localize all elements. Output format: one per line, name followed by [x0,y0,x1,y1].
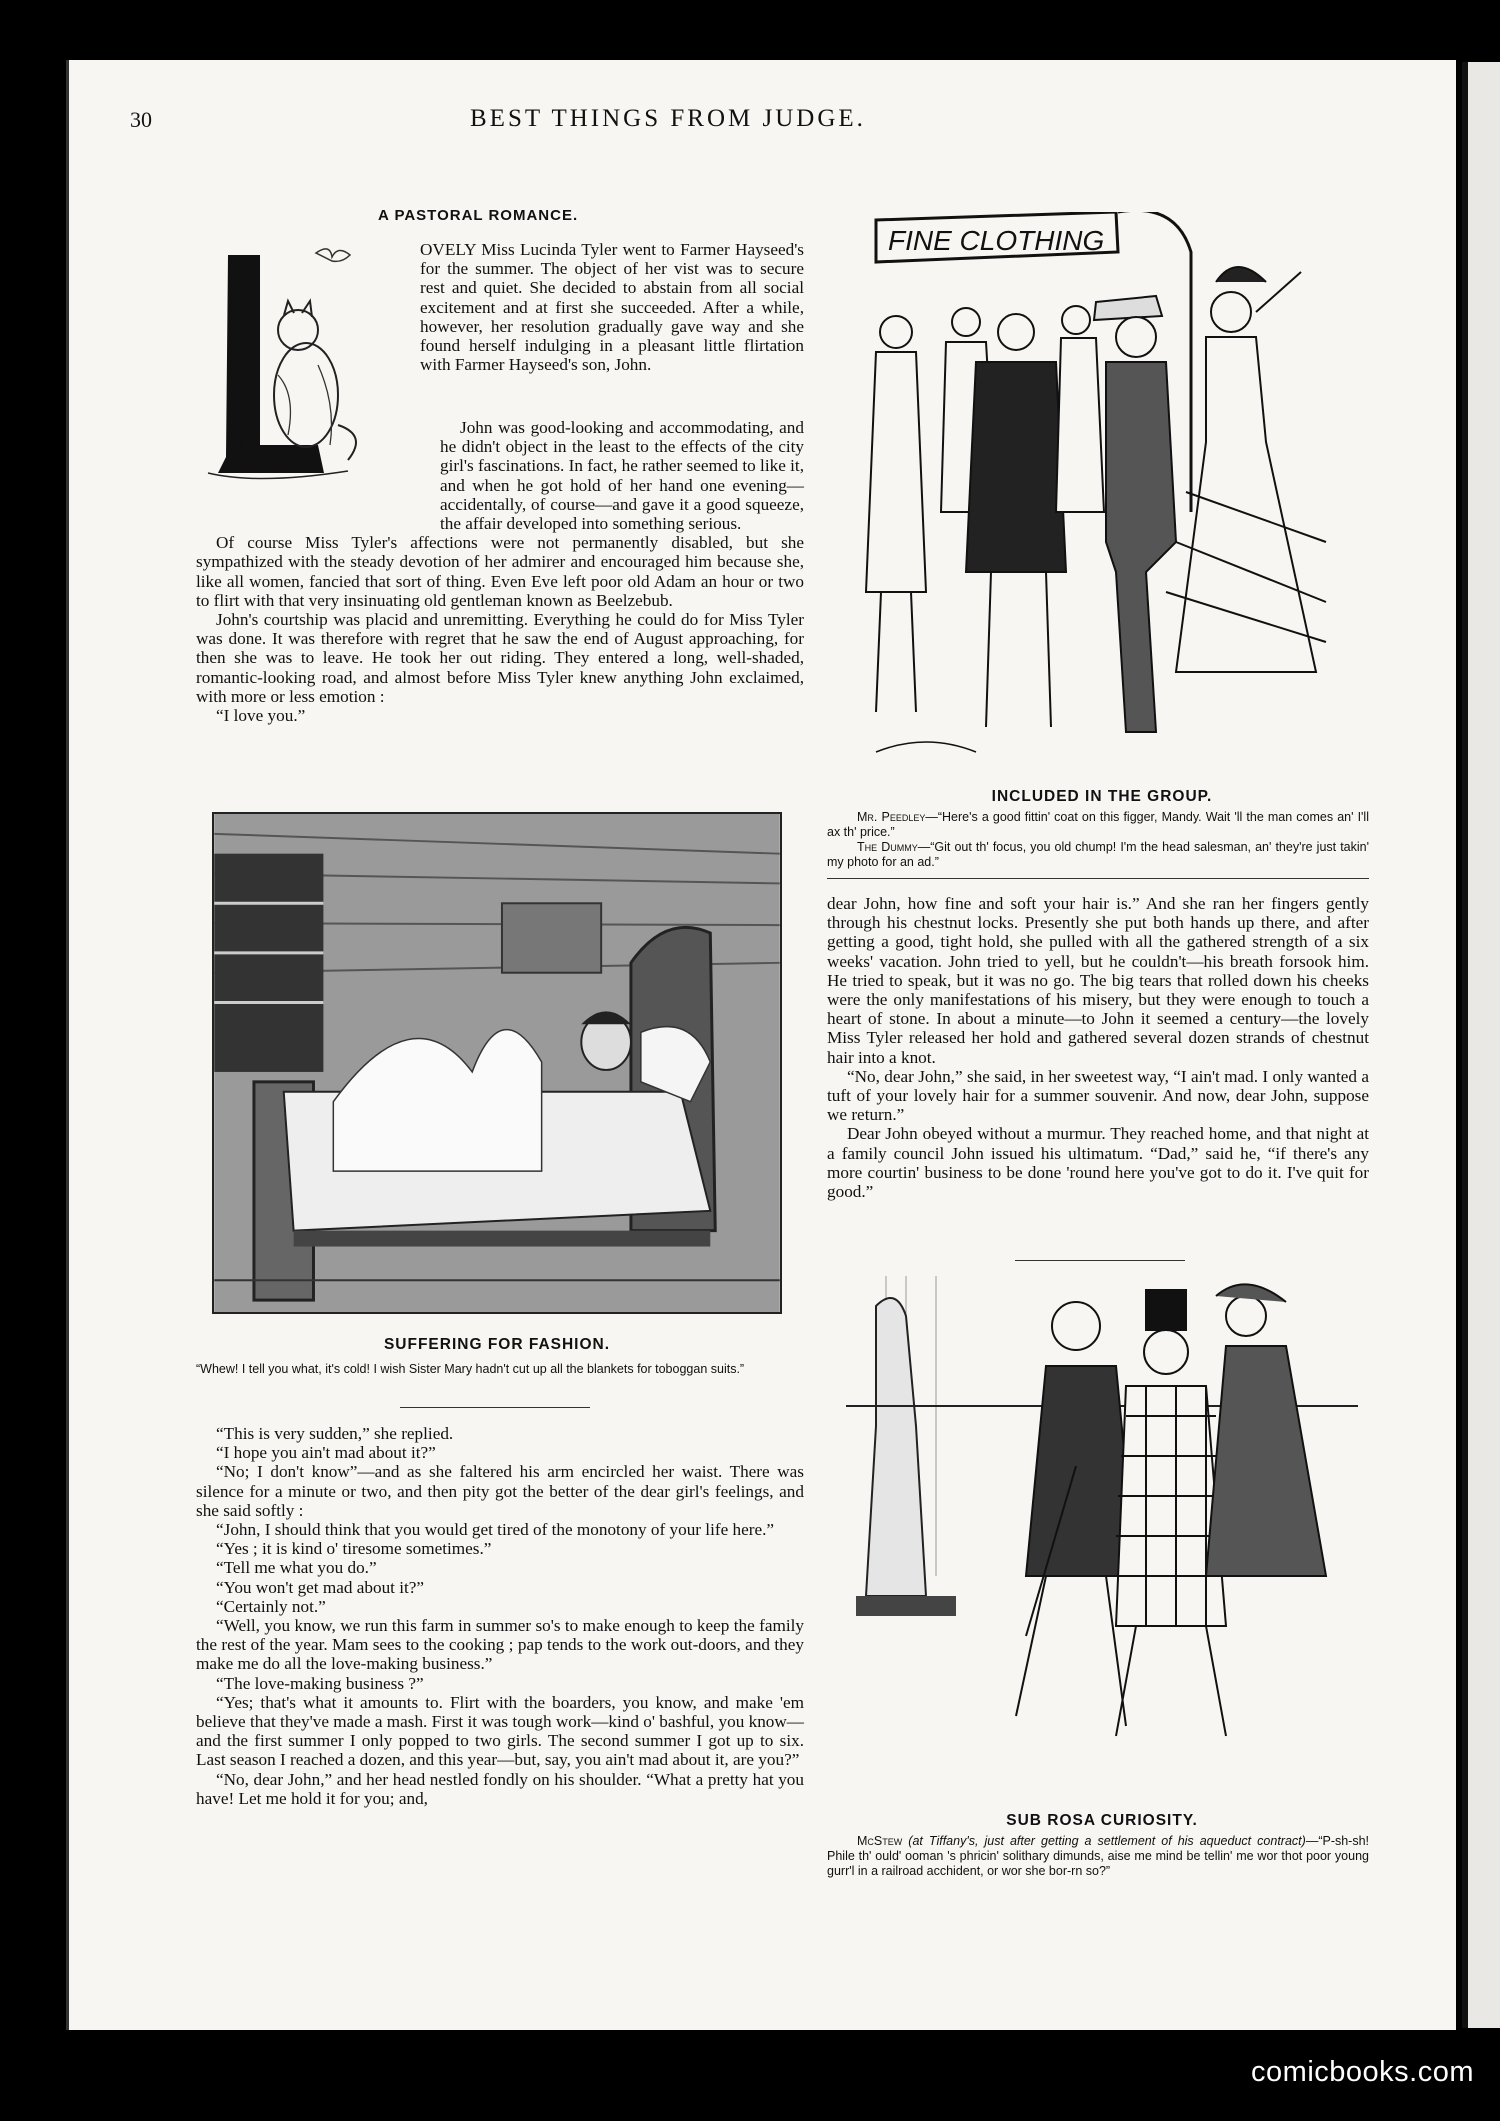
lead-text: OVELY Miss Lucinda Tyler went to Farmer Hayseed's for the summer. The object of her vist was to secure rest and quiet. She decided to abstain from all social excitement and at first she succeeded. After a while, however, her resolution gradually gave way and she found herself indulging in a pleasant little flirtation with Farmer Hayseed's son, John. [420,240,804,375]
dialogue-9: “Well, you know, we run this farm in summer so's to make enough to keep the family the rest of the year. Mam sees to the cooking ; pap tends to the work out-doors, and they make me do all the love-making business.” [196,1616,804,1674]
dropcap-letter: L [240,438,245,447]
speaker-mcstew: McStew [857,1834,903,1848]
story-title: A PASTORAL ROMANCE. [378,207,579,224]
speaker-dummy: The Dummy [857,840,918,854]
included-in-the-group-illustration [846,212,1358,782]
cartoon1-title: INCLUDED IN THE GROUP. [991,788,1213,805]
dialogue-1: “This is very sudden,” she replied. [216,1424,454,1443]
cartoon3-caption [827,1834,1369,1879]
continuation-3: Dear John obeyed without a murmur. They reached home, and that night at a family council John issued his ultimatum. “Dad,” said he, “if there's any more courtin' business to be done 'round here you've got to do it. I've quit for good.” [827,1124,1369,1202]
cartoon2-caption: “Whew! I tell you what, it's cold! I wish Sister Mary hadn't cut up all the blankets for toboggan suits.” [196,1362,745,1376]
story-column-2 [196,1424,804,1808]
dialogue-10: “The love-making business ?” [216,1673,424,1693]
continuation-1: dear John, how fine and soft your hair is.” And she ran her fingers gently through his chestnut locks. Presently she put both hands up there, and after getting a good, tight hold, she pulled with all the gathered strength of a six weeks' vacation. John tried to yell, but he couldn't—his breath forsook him. He tried to speak, but it was no go. The big tears that rolled down his cheeks were the only manifestations of his misery, but they were enough to touch a heart of stone. In about a minute—to John it seemed a century—the lovely Miss Tyler released her hold and gathered several dozen strands of chestnut hair into a knot. [827,894,1369,1067]
cartoon2-title: SUFFERING FOR FASHION. [383,1336,611,1353]
dialogue-4: “John, I should think that you would get tired of the monotony of your life here.” [216,1520,775,1540]
suffering-for-fashion-illustration [212,812,782,1314]
fine-clothing-sign: FINE CLOTHING [888,225,1105,256]
dialogue-11: “Yes; that's what it amounts to. Flirt with the boarders, you know, and make 'em believe that they've made a mash. First it was tough work—kind o' bashful, you know—and the first summer I only popped to two girls. The second summer I got up to six. Last season I reached a dozen, and this year—but, say, you ain't mad about it, are you?” [196,1692,804,1770]
dialogue-6: “Tell me what you do.” [216,1558,377,1578]
paragraph-2: John was good-looking and accommodating, and he didn't object in the least to the effects of the city girl's fascinations. In fact, he rather seemed to like it, and when he got hold of her hand one evening—accidentally, of course—and gave it a good squeeze, the affair developed into something serious. [440,418,804,534]
dummy-line: —“Git out th' focus, you old chump! I'm the head salesman, an' they're just takin' my photo for an ad.” [827,840,1369,869]
dialogue-3: “No; I don't know”—and as she faltered his arm encircled her waist. There was silence for a minute or two, and then pity got the better of the dear girl's feelings, and she said softly : [196,1462,804,1520]
dialogue-8: “Certainly not.” [216,1596,326,1616]
paragraph-3: Of course Miss Tyler's affections were not permanently disabled, but she sympathized with the steady devotion of her admirer and encouraged him because she, like all women, fancied that sort of thing. Even Eve left poor old Adam an hour or two to flirt with that very insinuating old gentleman known as Beelzebub. [196,533,804,610]
story-column-1 [196,418,804,725]
dialogue-2: “I hope you ain't mad about it?” [216,1443,436,1463]
continuation-2: “No, dear John,” she said, in her sweetest way, “I ain't mad. I only wanted a tuft of your lovely hair for a summer souvenir. And now, dear John, suppose we return.” [827,1066,1369,1125]
dialogue-12: “No, dear John,” and her head nestled fondly on his shoulder. “What a pretty hat you have! Let me hold it for you; and, [196,1769,804,1808]
running-title: BEST THINGS FROM JUDGE. [470,105,866,132]
paragraph-4: John's courtship was placid and unremitting. Everything he could do for Miss Tyler was done. It was therefore with regret that he saw the end of August approaching, for then she was to leave. He took her out riding. They entered a long, well-shaded, romantic-looking road, and almost before Miss Tyler knew anything John exclaimed, with more or less emotion : [196,610,804,706]
stage-direction: (at Tiffany's, just after getting a settlement of his aqueduct contract) [908,1834,1306,1848]
lead-paragraph [420,240,804,374]
cartoon1-caption [827,810,1369,870]
dialogue-5: “Yes ; it is kind o' tiresome sometimes.” [216,1539,492,1559]
story-column-3 [827,894,1369,1201]
page-number: 30 [130,107,152,132]
peedley-line: —“Here's a good fittin' coat on this figger, Mandy. Wait 'll the man comes an' I'll ax th' price.” [827,810,1369,839]
running-head [0,103,1390,143]
caption-divider [827,878,1369,879]
sub-rosa-curiosity-illustration [846,1276,1358,1796]
dialogue-7: “You won't get mad about it?” [216,1577,425,1597]
speaker-peedley: Mr. Peedley [857,810,926,824]
column-divider [400,1407,590,1408]
story-end-rule [1015,1260,1185,1261]
watermark-logo: comicbooks.com [1251,2056,1474,2088]
mcstew-line: —“P-sh-sh! Phile th' ould' ooman 's phricin' solithary dimunds, aise me mind be tellin' me wor thot poor young gurr'l in a railroad acchident, or wor she bor-rn so?” [827,1834,1370,1878]
paragraph-5: “I love you.” [216,706,306,726]
cartoon3-title: SUB ROSA CURIOSITY. [1006,1812,1198,1829]
adjacent-page-edge [1462,62,1500,2028]
